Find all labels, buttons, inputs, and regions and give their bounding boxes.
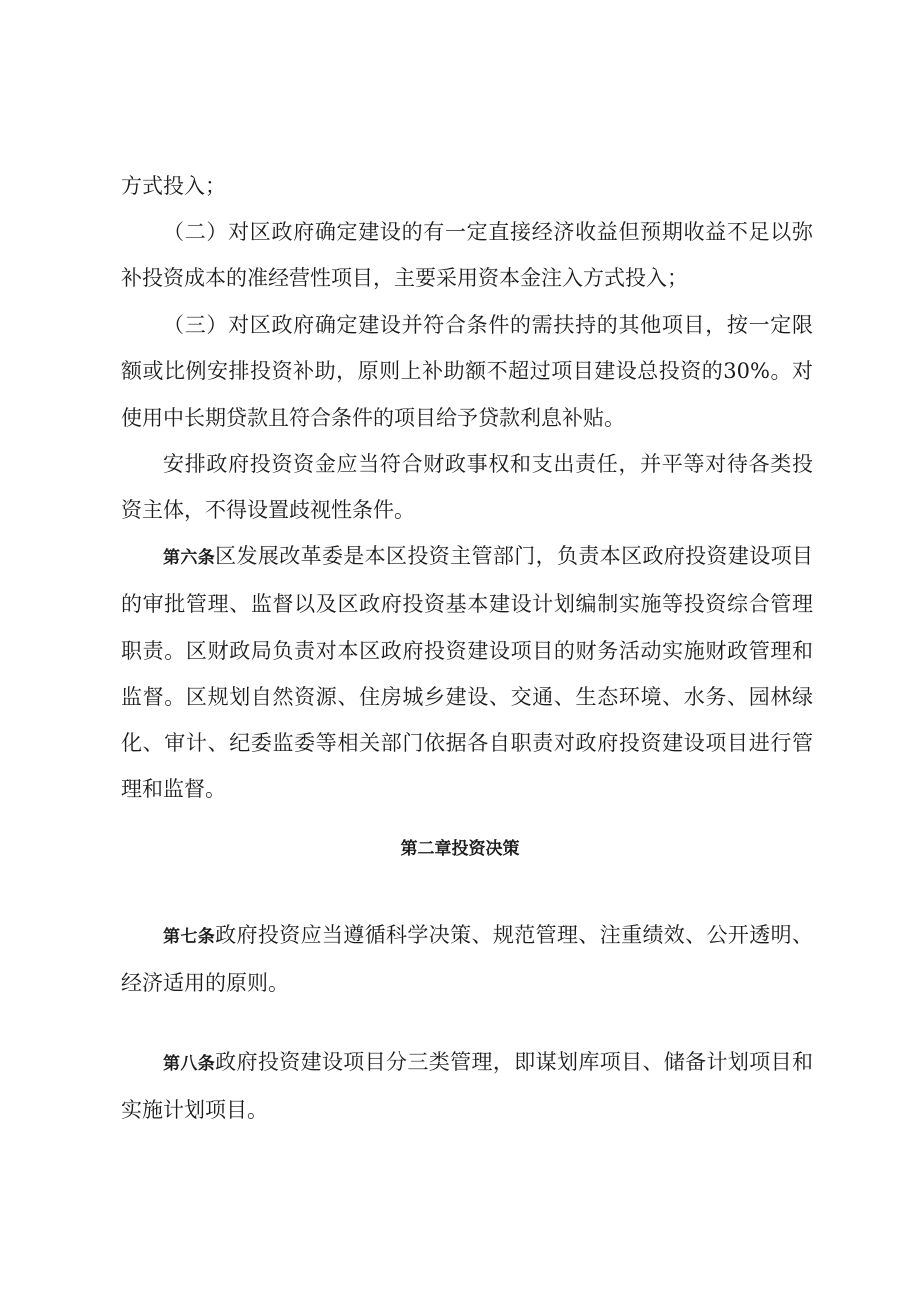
article-8-text: 政府投资建设项目分三类管理，即谋划库项目、储备计划项目和实施计划项目。 [121,1050,814,1123]
article-6-text: 区发展改革委是本区投资主管部门，负责本区政府投资建设项目的审批管理、监督以及区政府投资基本建设计划编制实施等投资综合管理职责。区财政局负责对本区政府投资建设项目的财务活动实施财政管理和监督。区规划自然资源、住房城乡建设、交通、生态环境、水务、园林绿化、审计、纪委监委等相关部门依据各自职责对政府投资建设项目进行管理和监督。 [121,544,814,802]
article-7-text: 政府投资应当遵循科学决策、规范管理、注重绩效、公开透明、经济适用的原则。 [121,923,814,996]
article-7 [121,912,813,1007]
chapter-title: 第二章投资决策 [400,839,520,859]
paragraph-text: 方式投入； [121,174,226,198]
paragraph-item-two [121,209,813,302]
article-8-label: 第八条 [163,1054,216,1074]
paragraph-item-three [121,302,813,441]
paragraph-text: （三）对区政府确定建设并符合条件的需扶持的其他项目，按一定限额或比例安排投资补助，原则上补助额不超过项目建设总投资的30%。对使用中长期贷款且符合条件的项目给予贷款利息补贴。 [121,313,813,430]
article-6-label: 第六条 [163,548,216,568]
paragraph-text: （二）对区政府确定建设的有一定直接经济收益但预期收益不足以弥补投资成本的准经营性项目，主要采用资本金注入方式投入； [121,220,813,291]
article-8 [121,1039,813,1134]
article-6 [121,533,813,813]
paragraph-funding-principle [121,441,813,534]
article-7-label: 第七条 [163,927,216,947]
paragraph-continuation [121,163,813,209]
paragraph-text: 安排政府投资资金应当符合财政事权和支出责任，并平等对待各类投资主体，不得设置歧视性条件。 [121,452,813,523]
